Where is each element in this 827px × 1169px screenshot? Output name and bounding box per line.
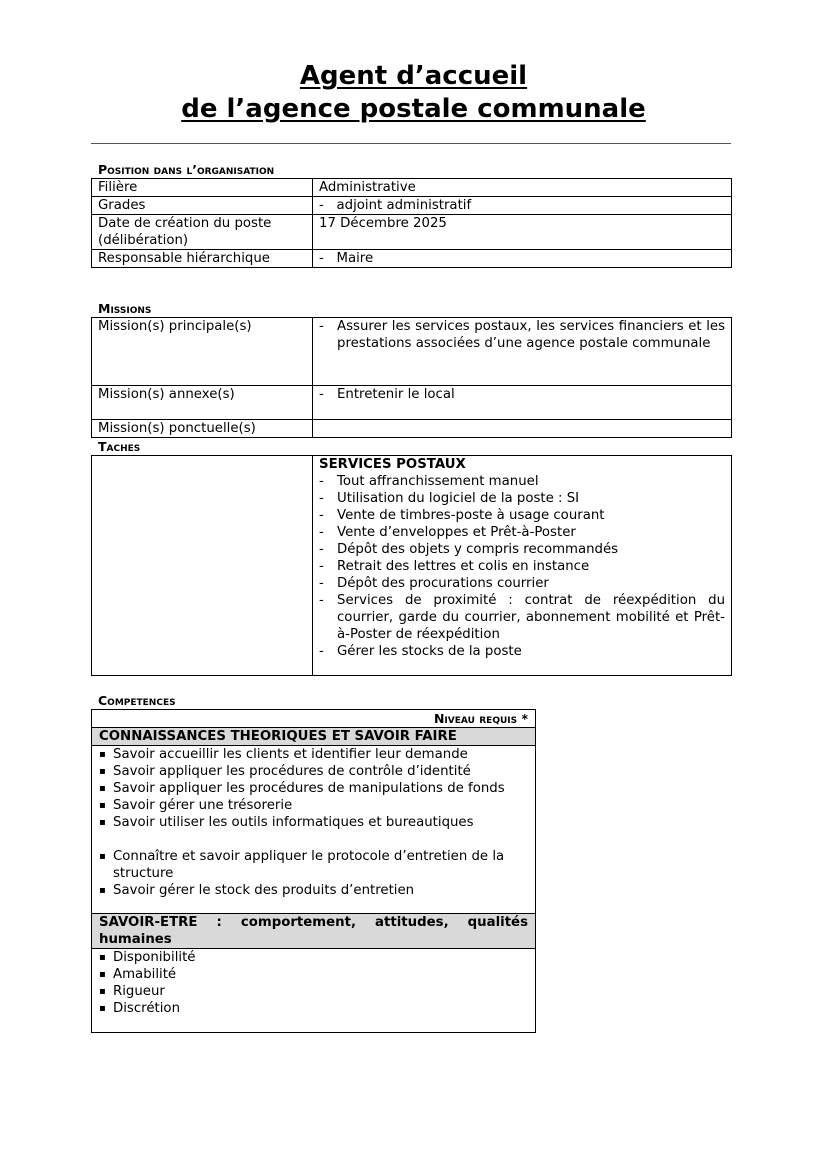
- bullet-marker: ▪: [99, 749, 106, 760]
- dash-marker: -: [319, 559, 324, 574]
- dash-marker: -: [319, 491, 324, 506]
- services-postaux-title: SERVICES POSTAUX: [319, 457, 466, 472]
- savoir-etre-title: SAVOIR-ETRE : comportement, attitudes, qualités humaines: [99, 915, 528, 947]
- savoir-etre-list: [99, 949, 528, 1017]
- list-item: [99, 746, 528, 763]
- savoir-faire-list: [99, 746, 528, 831]
- taches-list: [319, 473, 725, 660]
- row-value: Administrative: [313, 179, 732, 197]
- bullet-marker: ▪: [99, 986, 106, 997]
- list-item-text: Services de proximité : contrat de réexpédition du courrier, garde du courrier, abonnement mobilité et Prêt-à-Poster de réexpédition: [337, 593, 725, 642]
- list-item-text: Rigueur: [113, 984, 165, 999]
- table-row: [92, 949, 536, 1033]
- table-row: [92, 197, 732, 215]
- row-label: Mission(s) annexe(s): [92, 386, 313, 420]
- missions-table: [91, 317, 732, 438]
- table-row: [92, 386, 732, 420]
- title-line-2: de l’agence postale communale: [181, 94, 646, 124]
- list-item-text: Savoir accueillir les clients et identifier leur demande: [113, 747, 468, 762]
- row-label: Mission(s) ponctuelle(s): [92, 420, 313, 438]
- taches-table: [91, 455, 732, 676]
- row-value: [313, 456, 732, 676]
- section-heading-missions: Missions: [98, 301, 152, 316]
- row-value: 17 Décembre 2025: [313, 215, 732, 250]
- list-item-text: Savoir gérer une trésorerie: [113, 798, 293, 813]
- list-item-text: Connaître et savoir appliquer le protocole d’entretien de la structure: [113, 849, 505, 881]
- list-item: [99, 814, 528, 831]
- bullet-marker: ▪: [99, 885, 106, 896]
- dash-marker: -: [319, 644, 324, 659]
- list-item: [319, 473, 725, 490]
- bullet-marker: ▪: [99, 783, 106, 794]
- list-item: [99, 882, 528, 899]
- row-value: - adjoint administratif: [313, 197, 732, 215]
- table-row: [92, 318, 732, 386]
- savoir-etre-heading: [92, 914, 536, 949]
- dash-marker: -: [319, 387, 324, 402]
- dash-marker: -: [319, 508, 324, 523]
- page-title: [0, 60, 827, 126]
- dash-marker: -: [319, 319, 324, 334]
- table-row: [92, 456, 732, 676]
- list-item: [99, 797, 528, 814]
- title-divider: [91, 143, 731, 144]
- section-heading-competences: Competences: [98, 693, 176, 708]
- bullet-marker: ▪: [99, 969, 106, 980]
- list-item-text: Utilisation du logiciel de la poste : SI: [337, 491, 580, 506]
- table-row: [92, 179, 732, 197]
- section-heading-position: Position dans l’organisation: [98, 162, 275, 177]
- list-item: [99, 949, 528, 966]
- row-value: - Maire: [313, 250, 732, 268]
- list-item-text: Amabilité: [113, 967, 177, 982]
- savoir-faire-heading: CONNAISSANCES THEORIQUES ET SAVOIR FAIRE: [92, 728, 536, 746]
- list-item-text: Dépôt des objets y compris recommandés: [337, 542, 619, 557]
- row-label: [92, 456, 313, 676]
- mission-annexe-text: Entretenir le local: [337, 387, 455, 402]
- bullet-marker: ▪: [99, 1003, 106, 1014]
- bullet-marker: ▪: [99, 851, 106, 862]
- bullet-marker: ▪: [99, 800, 106, 811]
- table-row: [92, 250, 732, 268]
- list-item: [99, 1000, 528, 1017]
- dash-marker: -: [319, 474, 324, 489]
- row-label: Mission(s) principale(s): [92, 318, 313, 386]
- list-item: [99, 983, 528, 1000]
- list-item-text: Tout affranchissement manuel: [337, 474, 539, 489]
- position-table: [91, 178, 732, 268]
- list-item: [99, 780, 528, 797]
- row-label: Grades: [92, 197, 313, 215]
- list-item-text: Savoir utiliser les outils informatiques et bureautiques: [113, 815, 474, 830]
- list-item: [319, 643, 725, 660]
- title-line-1: Agent d’accueil: [299, 61, 528, 91]
- list-item: [319, 490, 725, 507]
- list-item-text: Savoir gérer le stock des produits d’entretien: [113, 883, 415, 898]
- row-label: Filière: [92, 179, 313, 197]
- savoir-faire-cell: [92, 746, 536, 914]
- dash-marker: -: [319, 542, 324, 557]
- competences-table: [91, 709, 536, 1033]
- list-item-text: Retrait des lettres et colis en instance: [337, 559, 590, 574]
- list-item-text: Disponibilité: [113, 950, 196, 965]
- list-item: [319, 541, 725, 558]
- table-row: [92, 728, 536, 746]
- list-item: [319, 575, 725, 592]
- list-item-text: Vente de timbres-poste à usage courant: [337, 508, 605, 523]
- mission-principale-text: Assurer les services postaux, les services financiers et les prestations associées d’une agence postale communale: [337, 319, 725, 351]
- list-item-text: Discrétion: [113, 1001, 180, 1016]
- row-label: Date de création du poste (délibération): [92, 215, 313, 250]
- bullet-marker: ▪: [99, 952, 106, 963]
- list-item: [99, 966, 528, 983]
- savoir-faire-list-2: [99, 848, 528, 899]
- list-item: [319, 507, 725, 524]
- niveau-requis-label: Niveau requis *: [92, 710, 536, 728]
- section-heading-taches: Taches: [98, 439, 141, 454]
- bullet-marker: ▪: [99, 817, 106, 828]
- bullet-marker: ▪: [99, 766, 106, 777]
- list-item-text: Dépôt des procurations courrier: [337, 576, 549, 591]
- savoir-etre-cell: [92, 949, 536, 1033]
- list-item-text: Gérer les stocks de la poste: [337, 644, 522, 659]
- list-item: [99, 763, 528, 780]
- table-row: [92, 215, 732, 250]
- list-item: [319, 558, 725, 575]
- list-item-text: Savoir appliquer les procédures de contrôle d’identité: [113, 764, 471, 779]
- list-item: [319, 592, 725, 643]
- list-item-text: Vente d’enveloppes et Prêt-à-Poster: [337, 525, 576, 540]
- table-row: [92, 710, 536, 728]
- row-value: [313, 386, 732, 420]
- table-row: [92, 746, 536, 914]
- list-item-text: Savoir appliquer les procédures de manipulations de fonds: [113, 781, 505, 796]
- list-item: [319, 524, 725, 541]
- row-label: Responsable hiérarchique: [92, 250, 313, 268]
- list-item: [99, 848, 528, 882]
- row-value: [313, 318, 732, 386]
- dash-marker: -: [319, 576, 324, 591]
- dash-marker: -: [319, 525, 324, 540]
- table-row: [92, 420, 732, 438]
- dash-marker: -: [319, 593, 324, 608]
- table-row: [92, 914, 536, 949]
- row-value: [313, 420, 732, 438]
